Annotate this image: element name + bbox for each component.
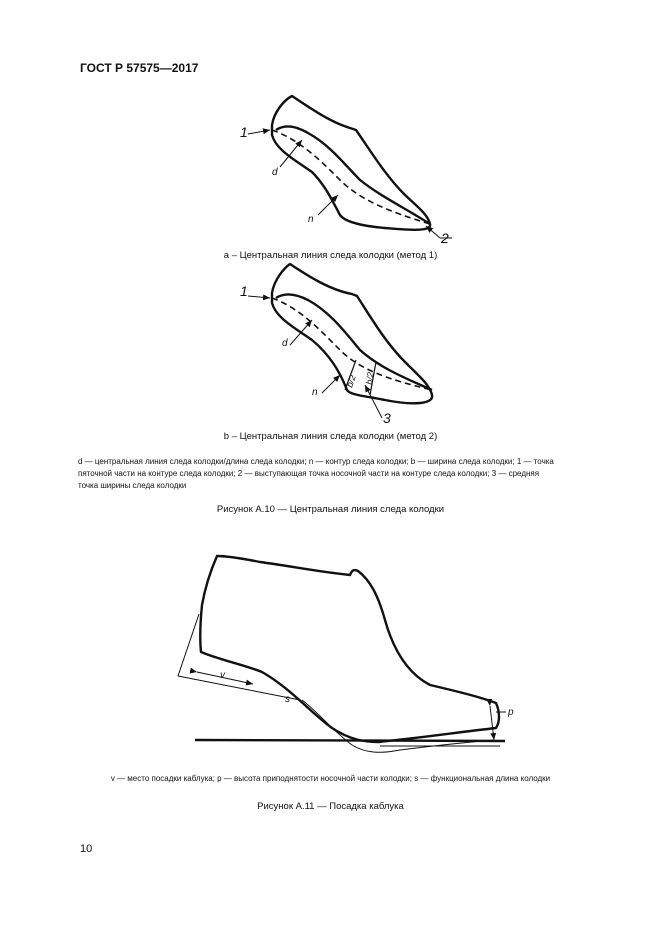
- label-2-a: 2: [441, 230, 449, 246]
- leaders-b: [248, 296, 382, 418]
- label-v: v: [220, 670, 225, 681]
- ground-line: [195, 740, 505, 741]
- figure-a11-title: Рисунок А.11 — Посадка каблука: [257, 801, 404, 812]
- subfigure-a-caption: a – Центральная линия следа колодки (метод 1): [223, 250, 438, 261]
- heel-seat-drawing: [200, 556, 499, 742]
- dimension-lines-a11: [178, 614, 506, 746]
- figure-a10-title: Рисунок А.10 — Центральная линия следа колодки: [216, 504, 445, 515]
- label-b2-left: b/2: [344, 373, 358, 389]
- document-header: ГОСТ Р 57575—2017: [80, 61, 199, 75]
- page-number: 10: [80, 843, 93, 855]
- label-1-b: 1: [240, 283, 248, 299]
- label-p: p: [508, 707, 514, 718]
- legend-line-2: пяточной части на контуре следа колодки; 2 — выступающая точка носочной части на контуре следа колодки; 3 — средняя: [78, 469, 540, 478]
- last-outline-a: [272, 96, 430, 230]
- label-n-a: n: [308, 214, 314, 225]
- label-n-b: n: [312, 387, 318, 398]
- label-d-b: d: [282, 338, 288, 349]
- label-3-b: 3: [383, 410, 391, 426]
- function-length-curve: [302, 700, 494, 752]
- legend-line-1: d — центральная линия следа колодки/длина следа колодки; n — контур следа колодки; b — ширина следа колодки; 1 — точка: [78, 457, 554, 466]
- figure-a10-legend: [78, 456, 608, 492]
- label-d-a: d: [272, 167, 278, 178]
- figure-a11-legend: v — место посадки каблука; p — высота приподнятости носочной части колодки; s — функциональная длина колодки: [110, 774, 551, 783]
- legend-line-3: точка ширины следа колодки: [78, 481, 187, 490]
- label-s: s: [285, 694, 290, 705]
- label-b2-right: b/2: [364, 371, 376, 386]
- label-1-a: 1: [240, 124, 248, 140]
- subfigure-b-caption: b – Центральная линия следа колодки (метод 2): [223, 431, 438, 442]
